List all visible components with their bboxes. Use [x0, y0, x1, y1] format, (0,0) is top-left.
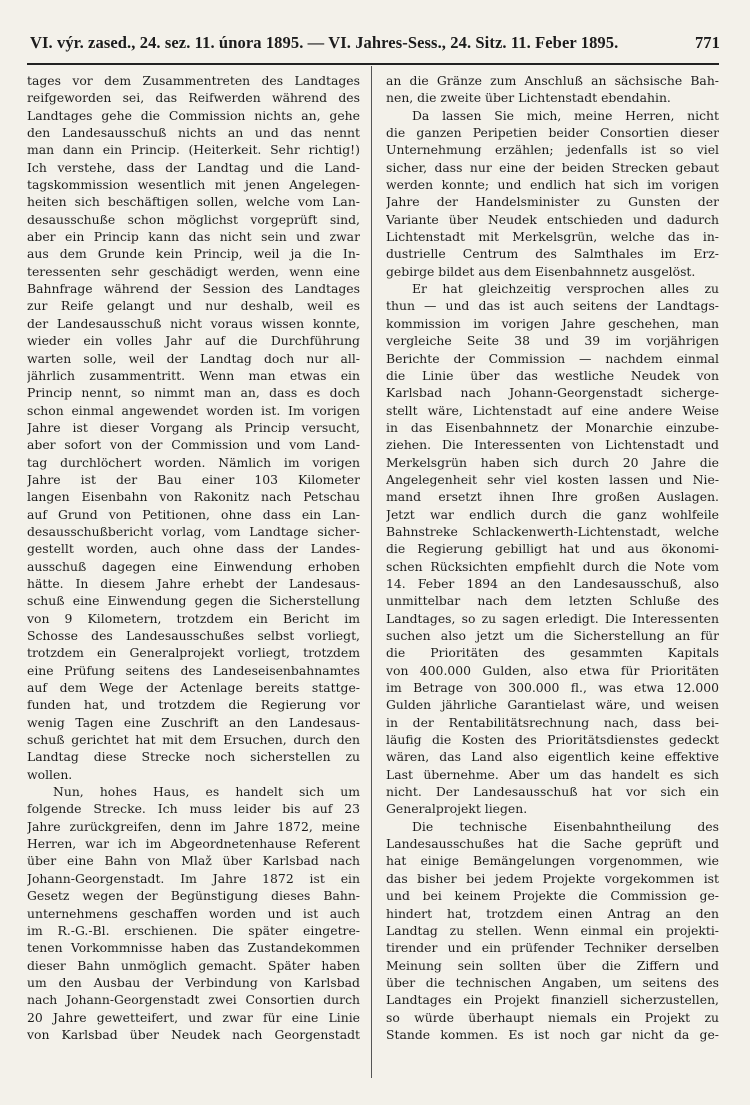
text-line: dieser Bahn unmöglich gemacht. Später haben [27, 957, 360, 973]
text-line: nicht. Der Landesausschuß hat vor sich ein [386, 784, 719, 800]
text-line: läufig die Kosten des Prioritätsdienstes gedeckt [386, 732, 719, 748]
text-line: Schosse des Landesausschußes selbst vorliegt, [27, 628, 360, 643]
text-line: werden konnte; und endlich hat sich im vorigen [386, 177, 719, 193]
text-line: schon einmal angewendet worden ist. Im vorigen [27, 402, 360, 418]
text-line: Merkelsgrün haben sich durch 20 Jahre die [386, 454, 719, 470]
text-line: vergleiche Seite 38 und 39 im vorjährigen [386, 333, 719, 349]
text-line: Stande kommen. Es ist noch gar nicht da ge- [386, 1026, 719, 1042]
text-line: hindert hat, trotzdem einen Antrag an den [386, 905, 719, 921]
text-line: hat einige Bemängelungen vorgenommen, wie [386, 853, 719, 869]
text-line: suchen also jetzt um die Sicherstellung an für [386, 628, 719, 643]
running-title: VI. výr. zased., 24. sez. 11. února 1895. — VI. Jahres-Sess., 24. Sitz. 11. Feber 1895. [30, 33, 619, 52]
text-line: gebirge bildet aus dem Eisenbahnnetz ausgelöst. [386, 263, 696, 279]
right-column [386, 72, 719, 1043]
text-line: in der Rentabilitätsrechnung nach, dass bei- [386, 714, 719, 730]
text-line: desausschuße schon möglichst vorgeprüft sind, [27, 211, 360, 227]
column-divider [371, 66, 372, 1078]
text-line: Landtages, so zu sagen erledigt. Die Interessenten [386, 610, 719, 626]
text-line: die Linie über das westliche Neudek von [386, 367, 719, 383]
text-line: Landtages gehe die Commission nichts an, gehe [27, 107, 360, 123]
text-line: ausschuß dagegen eine Einwendung erhoben [27, 558, 360, 574]
text-line: langen Eisenbahn von Rakonitz nach Petschau [27, 489, 360, 505]
text-line: im R.-G.-Bl. erschienen. Die später eingetre- [27, 922, 360, 938]
text-line: wenig Tagen eine Zuschrift an den Landesaus- [27, 714, 360, 730]
text-line: teressenten sehr geschädigt werden, wenn eine [27, 263, 360, 279]
text-line: folgende Strecke. Ich muss leider bis auf 23 [27, 801, 360, 817]
text-line: schuß eine Einwendung gegen die Sicherstellung [27, 593, 360, 609]
text-line: und bei keinem Projekte die Commission ge- [386, 888, 719, 904]
text-line: im Betrage von 300.000 fl., was etwa 12.000 [386, 680, 719, 696]
text-line: Lichtenstadt mit Merkelsgrün, welche das in- [386, 229, 719, 245]
text-line: Jahre zurückgreifen, denn im Jahre 1872, meine [27, 818, 360, 834]
text-line: wieder ein volles Jahr auf die Durchführung [27, 333, 360, 349]
text-line: Princip nennt, so nimmt man an, dass es doch [27, 385, 360, 401]
text-line: aus dem Grunde kein Princip, weil ja die In- [27, 246, 360, 262]
text-line: Nun, hohes Haus, es handelt sich um [53, 784, 360, 800]
text-line: Gesetz wegen der Begünstigung dieses Bahn- [27, 888, 360, 904]
text-line: reifgeworden sei, das Reifwerden während des [27, 90, 360, 106]
text-line: Landesausschußes hat die Sache geprüft und [386, 836, 719, 852]
text-line: von 400.000 Gulden, also etwa für Prioritäten [386, 662, 719, 678]
text-line: desausschußbericht vorlag, vom Landtage sicher- [27, 523, 360, 539]
text-line: Last übernehme. Aber um das handelt es sich [386, 766, 719, 782]
text-line: sicher, dass nur eine der beiden Strecken gebaut [386, 159, 719, 175]
left-column [27, 72, 360, 1043]
text-line: Jahre ist der Bau einer 103 Kilometer [27, 471, 360, 487]
text-line: die Prioritäten des gesammten Kapitals [386, 645, 719, 661]
page-number: 771 [694, 33, 720, 52]
text-line: Bahnstreke Schlackenwerth-Lichtenstadt, welche [386, 523, 719, 539]
text-line: hätte. In diesem Jahre erhebt der Landesaus- [27, 575, 360, 591]
text-line: um den Ausbau der Verbindung von Karlsbad [27, 974, 360, 990]
text-line: tag durchlöchert worden. Nämlich im vorigen [27, 454, 360, 470]
text-line: unternehmens geschaffen worden und ist auch [27, 905, 360, 921]
text-line: über die technischen Angaben, um seitens des [386, 974, 719, 990]
text-line: thun — und das ist auch seitens der Landtags- [386, 298, 719, 314]
text-line: tages vor dem Zusammentreten des Landtages [27, 73, 360, 88]
text-line: unmittelbar nach dem letzten Schluße des [386, 593, 719, 609]
text-line: auf dem Wege der Actenlage bereits stattge- [27, 680, 360, 696]
text-line: Angelegenheit sehr viel kosten lassen und Nie- [386, 471, 719, 487]
text-line: kommission im vorigen Jahre geschehen, man [386, 315, 719, 331]
text-line: funden hat, und trotzdem die Regierung vor [27, 697, 360, 713]
text-line: Landtages ein Projekt finanziell sicherzustellen, [386, 992, 719, 1008]
text-line: in das Eisenbahnnetz der Monarchie einzube- [386, 419, 719, 435]
text-line: nen, die zweite über Lichtenstadt ebendahin. [386, 90, 671, 106]
text-line: 14. Feber 1894 an den Landesausschuß, also [386, 575, 719, 591]
text-line: Variante über Neudek entschieden und dadurch [386, 211, 719, 227]
text-line: an die Gränze zum Anschluß an sächsische Bah- [386, 73, 719, 88]
text-line: der Landesausschuß nicht voraus wissen konnte, [27, 315, 360, 331]
text-line: die ganzen Peripetien beider Consortien dieser [386, 125, 719, 141]
text-line: von Karlsbad über Neudek nach Georgenstadt [27, 1026, 360, 1042]
text-line: Meinung sein sollten über die Ziffern und [386, 957, 719, 973]
text-line: wären, das Land also eigentlich keine effektive [386, 749, 719, 765]
text-line: 20 Jahre gewetteifert, und zwar für eine Linie [27, 1009, 360, 1025]
text-line: Landtag zu stellen. Wenn einmal ein projekti- [386, 922, 719, 938]
text-line: wollen. [27, 766, 73, 782]
text-line: gestellt worden, auch ohne dass der Landes- [27, 541, 360, 557]
text-line: Gulden jährliche Garantielast wäre, und weisen [386, 697, 719, 713]
text-line: Herren, war ich im Abgeordnetenhause Referent [27, 836, 360, 852]
text-line: schen Rücksichten empfiehlt durch die Note vom [386, 558, 719, 574]
text-line: den Landesausschuß nichts an und das nennt [27, 125, 360, 141]
text-line: aber sofort von der Commission und vom Land- [27, 437, 360, 453]
text-line: Bahnfrage während der Session des Landtages [27, 281, 360, 297]
page-header [30, 28, 720, 58]
text-line: man dann ein Princip. (Heiterkeit. Sehr richtig!) [27, 142, 360, 158]
text-line: eine Prüfung seitens des Landeseisenbahnamtes [27, 662, 360, 678]
text-line: Er hat gleichzeitig versprochen alles zu [412, 281, 719, 297]
text-line: die Regierung gebilligt hat und aus ökonomi- [386, 541, 719, 557]
text-line: Jetzt war endlich durch die ganz wohlfeile [386, 506, 719, 522]
text-line: Landtag diese Strecke noch sicherstellen zu [27, 749, 360, 765]
text-line: zur Reife gelangt und nur deshalb, weil es [27, 298, 360, 314]
text-line: tenen Vorkommnisse haben das Zustandekommen [27, 940, 360, 956]
text-line: aber ein Princip kann das nicht sein und zwar [27, 229, 360, 245]
text-line: Die technische Eisenbahntheilung des [412, 818, 719, 834]
text-line: dustrielle Centrum des Salmthales im Erz- [386, 246, 719, 262]
text-line: Generalprojekt liegen. [386, 801, 528, 817]
text-line: von 9 Kilometern, trotzdem ein Bericht im [27, 610, 360, 626]
text-line: so würde überhaupt niemals ein Projekt zu [386, 1009, 719, 1025]
text-line: nach Johann-Georgenstadt zwei Consortien durch [27, 992, 360, 1008]
text-line: Johann-Georgenstadt. Im Jahre 1872 ist ein [27, 870, 360, 886]
text-line: Da lassen Sie mich, meine Herren, nicht [412, 107, 719, 123]
text-line: tagskommission wesentlich mit jenen Angelegen- [27, 177, 360, 193]
text-line: über eine Bahn von Mlaž über Karlsbad nach [27, 853, 360, 869]
text-line: heiten sich beschäftigen sollen, welche vom Lan- [27, 194, 360, 210]
text-line: auf Grund von Petitionen, ohne dass ein Lan- [27, 506, 360, 522]
text-line: Jahre der Handelsminister zu Gunsten der [386, 194, 719, 210]
text-line: Karlsbad nach Johann-Georgenstadt sicherge- [386, 385, 719, 401]
text-line: schuß gerichtet hat mit dem Ersuchen, durch den [27, 732, 360, 748]
text-line: Unternehmung erzählen; jedenfalls ist so viel [386, 142, 719, 158]
text-line: warten solle, weil der Landtag doch nur all- [27, 350, 360, 366]
text-line: trotzdem ein Generalprojekt vorliegt, trotzdem [27, 645, 360, 661]
text-line: Berichte der Commission — nachdem einmal [386, 350, 719, 366]
text-line: mand ersetzt ihnen Ihre großen Auslagen. [386, 489, 719, 505]
text-line: Ich verstehe, dass der Landtag und die Land- [27, 159, 360, 175]
text-line: stellt wäre, Lichtenstadt auf eine andere Weise [386, 402, 719, 418]
header-rule [27, 63, 719, 65]
text-line: jährlich zusammentritt. Wenn man etwas ein [27, 367, 360, 383]
text-line: das bisher bei jedem Projekte vorgekommen ist [386, 870, 719, 886]
text-line: tirender und ein prüfender Techniker derselben [386, 940, 719, 956]
text-line: ziehen. Die Interessenten von Lichtenstadt und [386, 437, 719, 453]
text-line: Jahre ist dieser Vorgang als Princip versucht, [27, 419, 360, 435]
